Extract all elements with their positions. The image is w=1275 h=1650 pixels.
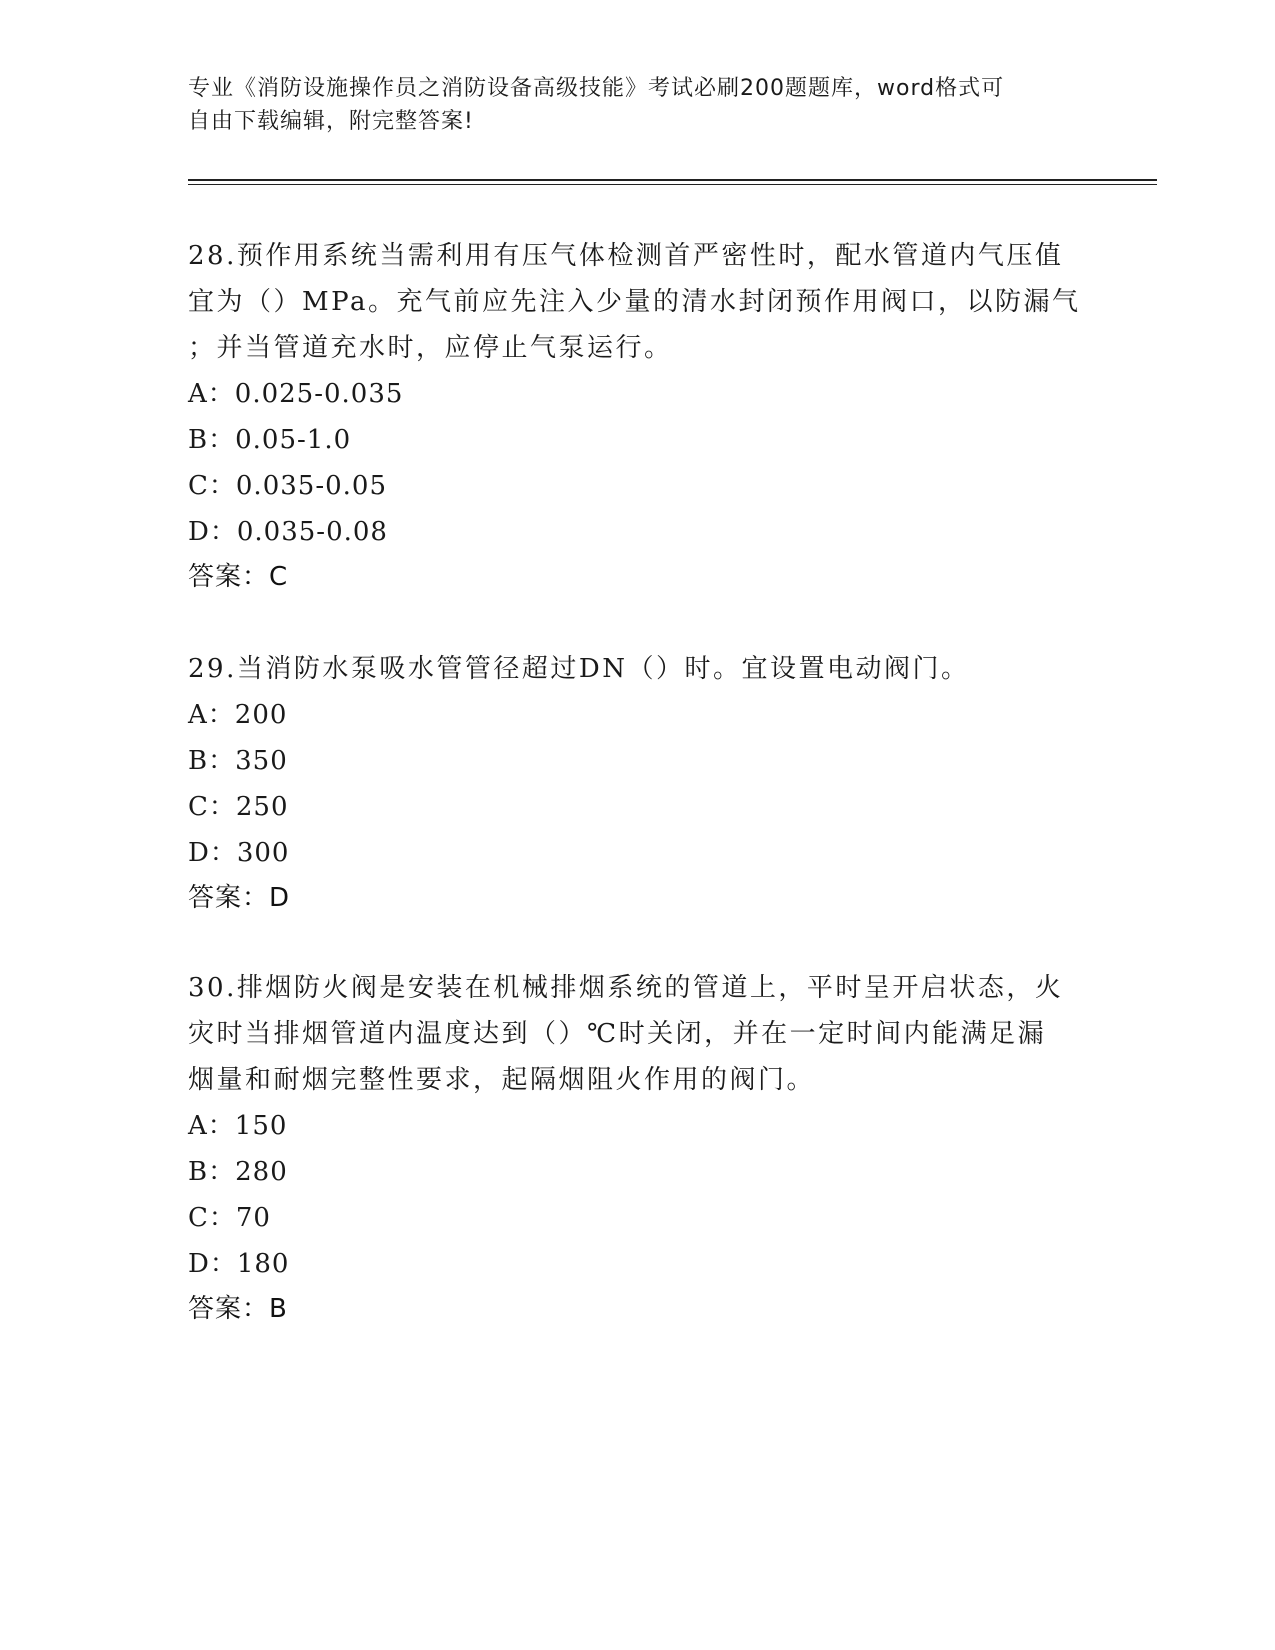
option-a: A：200 (188, 700, 288, 730)
question-28 (188, 233, 1088, 599)
option-d: D：180 (188, 1249, 290, 1279)
option-b: B：280 (188, 1157, 288, 1187)
option-b: B：0.05-1.0 (188, 425, 352, 455)
option-b: B：350 (188, 746, 288, 776)
question-stem-line: 烟量和耐烟完整性要求，起隔烟阻火作用的阀门。 (188, 1065, 816, 1095)
document-header (188, 72, 1068, 138)
option-d: D：0.035-0.08 (188, 517, 388, 547)
question-29 (188, 646, 1088, 920)
question-stem-line: 灾时当排烟管道内温度达到（）℃时关闭，并在一定时间内能满足漏 (188, 1019, 1047, 1049)
option-d: D：300 (188, 838, 290, 868)
question-30 (188, 965, 1088, 1331)
option-c: C：0.035-0.05 (188, 471, 388, 501)
header-divider (188, 179, 1157, 185)
question-stem-line: 29.当消防水泵吸水管管径超过DN（）时。宜设置电动阀门。 (188, 654, 970, 684)
option-c: C：70 (188, 1203, 271, 1233)
option-a: A：0.025-0.035 (188, 379, 404, 409)
question-stem-line: 30.排烟防火阀是安装在机械排烟系统的管道上，平时呈开启状态，火 (188, 973, 1064, 1003)
question-stem-line: ；并当管道充水时，应停止气泵运行。 (188, 333, 673, 363)
question-stem-line: 28.预作用系统当需利用有压气体检测首严密性时，配水管道内气压值 (188, 241, 1064, 271)
header-line-2: 自由下载编辑，附完整答案! (188, 109, 474, 134)
header-line-1: 专业《消防设施操作员之消防设备高级技能》考试必刷200题题库，word格式可 (188, 76, 1005, 101)
answer-text: 答案：C (188, 562, 289, 592)
option-a: A：150 (188, 1111, 288, 1141)
answer-text: 答案：B (188, 1294, 288, 1324)
answer-text: 答案：D (188, 883, 291, 913)
question-stem-line: 宜为（）MPa。充气前应先注入少量的清水封闭预作用阀口，以防漏气 (188, 287, 1081, 317)
option-c: C：250 (188, 792, 289, 822)
